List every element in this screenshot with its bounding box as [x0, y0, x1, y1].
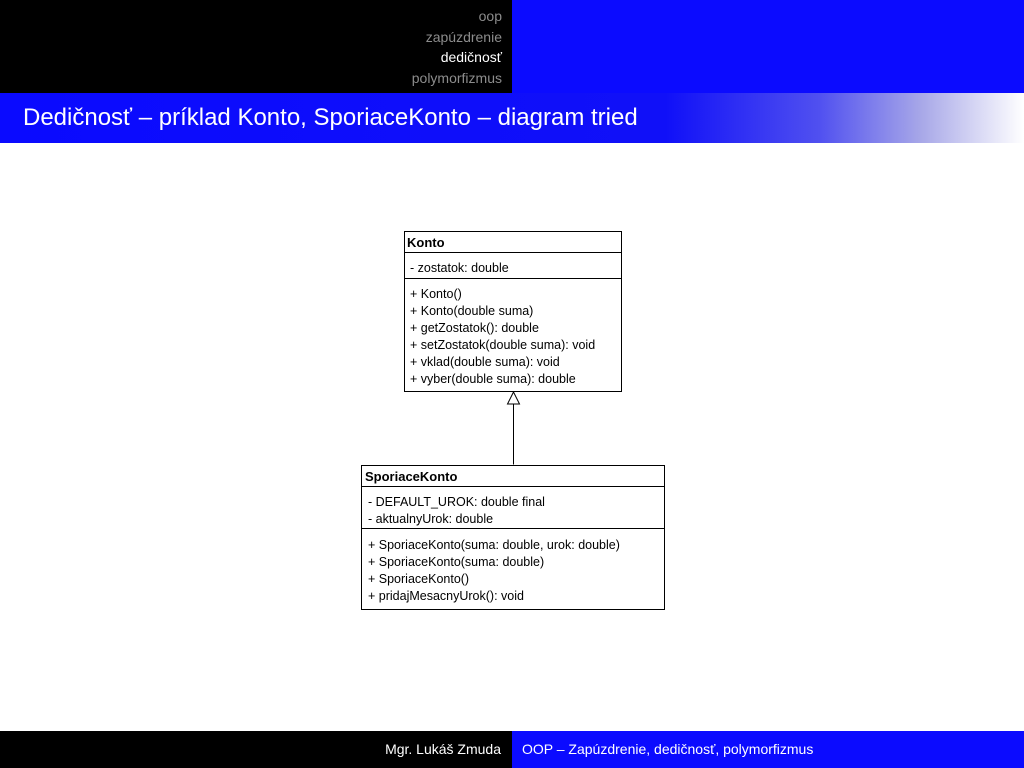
- inheritance-relation: [508, 392, 520, 465]
- class-konto: [405, 232, 622, 392]
- nav-item-oop[interactable]: oop: [478, 8, 502, 24]
- class-sporiacekonto-method: + pridajMesacnyUrok(): void: [368, 589, 524, 603]
- class-konto-method: + vklad(double suma): void: [410, 355, 560, 369]
- class-sporiacekonto: [362, 466, 665, 610]
- class-konto-attribute: - zostatok: double: [410, 261, 509, 275]
- footer-author-panel: [0, 731, 512, 768]
- inheritance-arrowhead-icon: [508, 392, 520, 404]
- slide-title: Dedičnosť – príklad Konto, SporiaceKonto – diagram tried: [23, 104, 638, 131]
- class-konto-method: + getZostatok(): double: [410, 321, 539, 335]
- footer-author: Mgr. Lukáš Zmuda: [385, 741, 501, 757]
- nav-item-dedicnost[interactable]: dedičnosť: [440, 49, 502, 65]
- nav-item-zapuzdrenie[interactable]: zapúzdrenie: [425, 28, 502, 45]
- class-sporiacekonto-attribute: - DEFAULT_UROK: double final: [368, 495, 545, 509]
- footer-course-panel: [512, 731, 1024, 768]
- nav-item-polymorfizmus[interactable]: polymorfizmus: [411, 69, 502, 86]
- class-sporiacekonto-method: + SporiaceKonto(): [368, 572, 470, 586]
- class-konto-name: Konto: [407, 235, 445, 250]
- class-sporiacekonto-name: SporiaceKonto: [365, 469, 458, 484]
- class-konto-method: + setZostatok(double suma): void: [410, 338, 596, 352]
- class-konto-method: + vyber(double suma): double: [410, 372, 576, 386]
- class-sporiacekonto-method: + SporiaceKonto(suma: double, urok: double): [368, 538, 620, 552]
- footer-course-title: OOP – Zapúzdrenie, dedičnosť, polymorfizmus: [522, 741, 814, 757]
- class-konto-method: + Konto(double suma): [410, 304, 534, 318]
- class-sporiacekonto-attribute: - aktualnyUrok: double: [368, 512, 494, 526]
- class-sporiacekonto-method: + SporiaceKonto(suma: double): [368, 555, 545, 569]
- class-konto-method: + Konto(): [410, 287, 462, 301]
